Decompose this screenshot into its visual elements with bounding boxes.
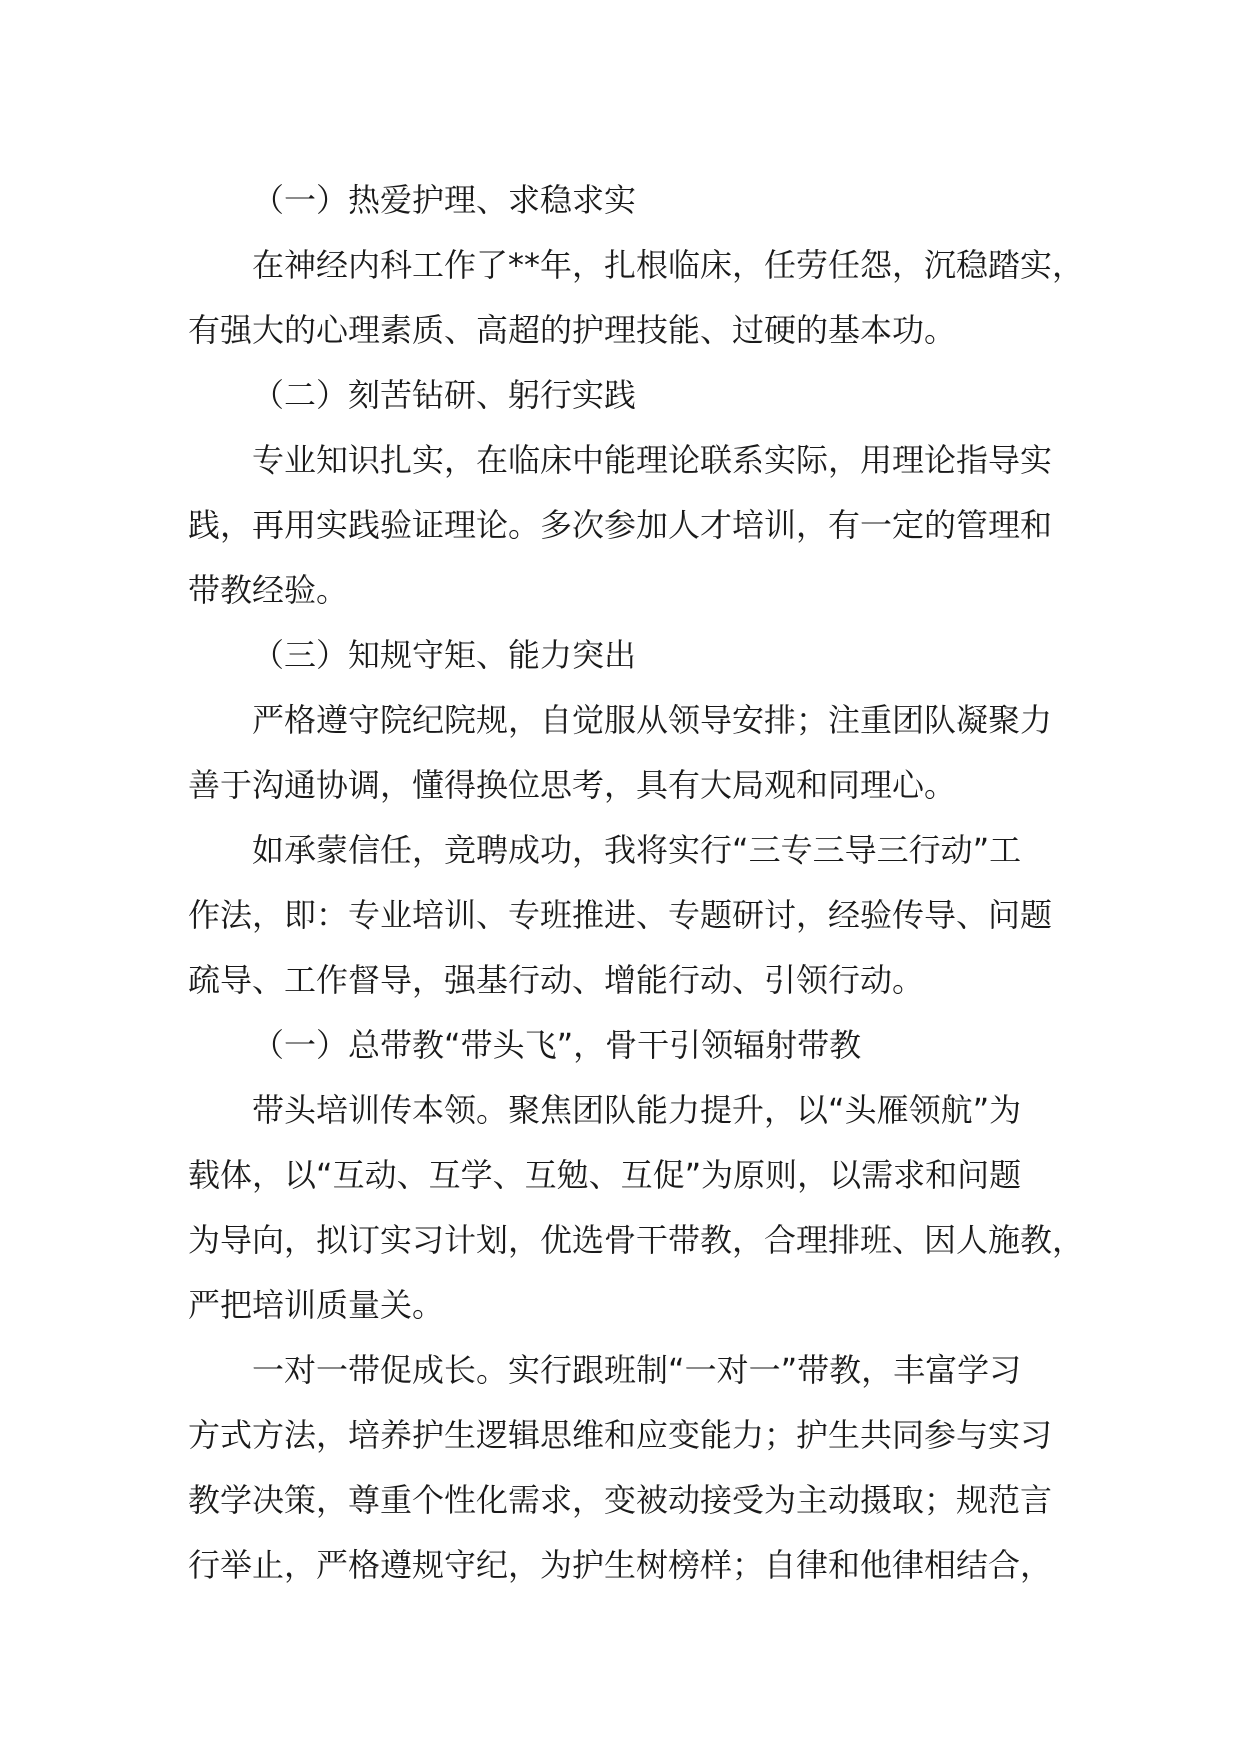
section-heading: （一）总带教“带头飞”，骨干引领辐射带教 [252, 1026, 862, 1064]
body-text [188, 168, 1088, 1598]
paragraph-line: 一对一带促成长。实行跟班制“一对一”带教，丰富学习 [252, 1351, 1022, 1389]
paragraph-line: 严把培训质量关。 [188, 1286, 445, 1324]
paragraph-line: 载体，以“互动、互学、互勉、互促”为原则，以需求和问题 [188, 1156, 1022, 1194]
paragraph-line: 带头培训传本领。聚焦团队能力提升，以“头雁领航”为 [252, 1091, 1022, 1129]
paragraph-line: 善于沟通协调，懂得换位思考，具有大局观和同理心。 [188, 766, 957, 804]
paragraph-line: 疏导、工作督导，强基行动、增能行动、引领行动。 [188, 961, 925, 999]
paragraph-line: 严格遵守院纪院规，自觉服从领导安排；注重团队凝聚力 [252, 701, 1053, 739]
paragraph-line: 专业知识扎实，在临床中能理论联系实际，用理论指导实 [252, 441, 1053, 479]
section-heading: （三）知规守矩、能力突出 [252, 636, 637, 674]
section-heading: （一）热爱护理、求稳求实 [252, 181, 637, 219]
paragraph-line: 有强大的心理素质、高超的护理技能、过硬的基本功。 [188, 311, 957, 349]
paragraph-line: 在神经内科工作了**年，扎根临床，任劳任怨，沉稳踏实， [252, 246, 1085, 284]
paragraph-line: 如承蒙信任，竞聘成功，我将实行“三专三导三行动”工 [252, 831, 1022, 869]
paragraph-line: 带教经验。 [188, 571, 349, 609]
paragraph-line: 行举止，严格遵规守纪，为护生树榜样；自律和他律相结合， [188, 1546, 1053, 1584]
section-heading: （二）刻苦钻研、躬行实践 [252, 376, 637, 414]
paragraph-line: 方式方法，培养护生逻辑思维和应变能力；护生共同参与实习 [188, 1416, 1053, 1454]
paragraph-line: 教学决策，尊重个性化需求，变被动接受为主动摄取；规范言 [188, 1481, 1053, 1519]
paragraph-line: 践，再用实践验证理论。多次参加人才培训，有一定的管理和 [188, 506, 1053, 544]
paragraph-line: 作法，即：专业培训、专班推进、专题研讨，经验传导、问题 [188, 896, 1053, 934]
paragraph-line: 为导向，拟订实习计划，优选骨干带教，合理排班、因人施教， [188, 1221, 1085, 1259]
